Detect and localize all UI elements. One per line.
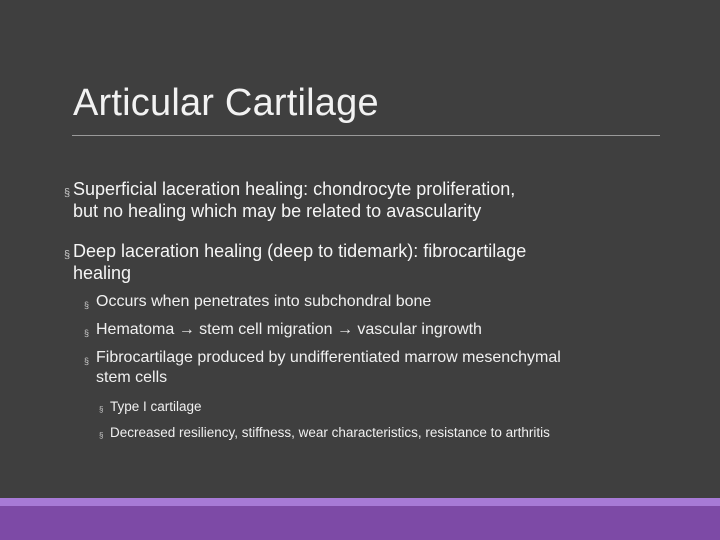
bullet-icon: § xyxy=(84,300,90,310)
slide-body xyxy=(64,178,664,450)
sub-bullet-item xyxy=(64,348,664,388)
sub-bullet-text: Fibrocartilage produced by undifferentiated marrow mesenchymal xyxy=(96,349,561,366)
bullet-icon: § xyxy=(84,356,90,366)
bullet-icon: § xyxy=(99,405,104,414)
bullet-text: Superficial laceration healing: chondrocyte proliferation, xyxy=(73,179,516,199)
bullet-text: Deep laceration healing (deep to tidemark): fibrocartilage xyxy=(73,241,527,261)
slide-title: Articular Cartilage xyxy=(73,82,379,124)
sub-sub-bullet-text: Decreased resiliency, stiffness, wear characteristics, resistance to arthritis xyxy=(110,425,550,440)
title-underline xyxy=(72,135,660,136)
bullet-item xyxy=(64,178,664,222)
sub-bullet-text-continued: stem cells xyxy=(96,369,168,386)
bullet-icon: § xyxy=(84,328,90,338)
bullet-item xyxy=(64,240,664,284)
bullet-icon: § xyxy=(64,187,71,199)
sub-sub-bullet-text: Type I cartilage xyxy=(110,399,202,414)
sub-sub-bullet-item xyxy=(64,398,664,416)
bullet-icon: § xyxy=(99,431,104,440)
footer-accent-band xyxy=(0,506,720,540)
footer-accent-stripe xyxy=(0,498,720,506)
bullet-text-continued: healing xyxy=(73,263,132,283)
sub-bullet-item xyxy=(64,292,664,312)
sub-sub-bullet-item xyxy=(64,424,664,442)
bullet-text-continued: but no healing which may be related to avascularity xyxy=(73,201,482,221)
sub-bullet-text: Hematoma → stem cell migration → vascular ingrowth xyxy=(96,321,482,338)
sub-bullet-text: Occurs when penetrates into subchondral bone xyxy=(96,293,432,310)
sub-bullet-item xyxy=(64,320,664,340)
bullet-icon: § xyxy=(64,249,71,261)
